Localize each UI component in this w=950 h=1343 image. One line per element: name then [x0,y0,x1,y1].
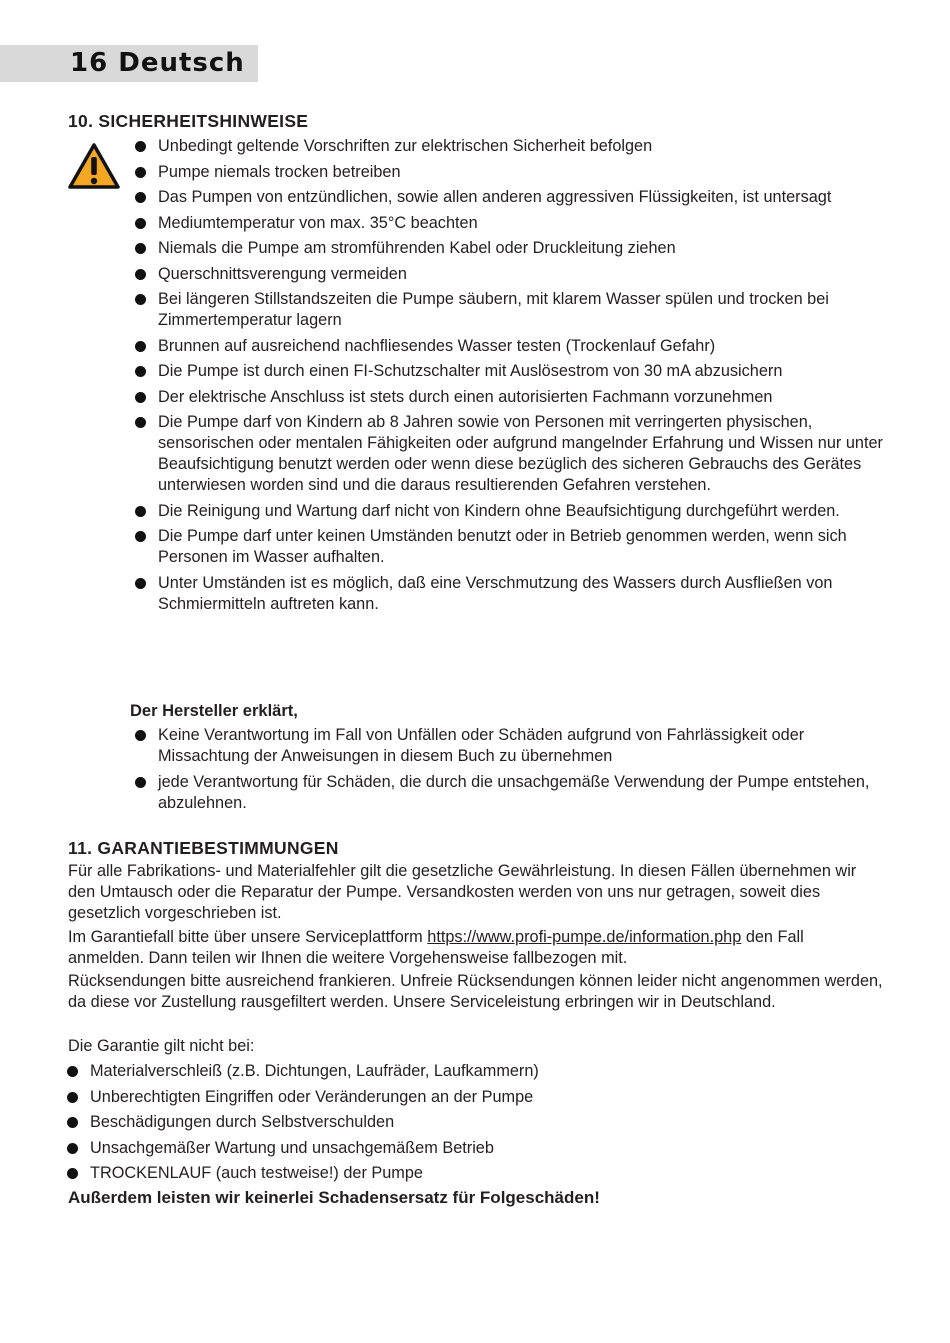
safety-item-text: Querschnittsverengung vermeiden [158,264,407,283]
safety-item [130,289,890,331]
bullet-icon [135,167,146,178]
bullet-icon [135,366,146,377]
bullet-icon [135,392,146,403]
exclusion-item-text: Unsachgemäßer Wartung und unsachgemäßem Betrieb [90,1138,494,1157]
manufacturer-item [130,772,870,814]
safety-item-text: Unbedingt geltende Vorschriften zur elektrischen Sicherheit befolgen [158,137,653,155]
safety-item [130,412,890,496]
safety-item-text: Unter Umständen ist es möglich, daß eine Verschmutzung des Wassers durch Ausfließen von Schmiermitteln auftreten kann. [158,573,833,613]
safety-item-text: Brunnen auf ausreichend nachfliesendes Wasser testen (Trockenlauf Gefahr) [158,336,716,355]
safety-list [130,136,890,619]
safety-item [130,264,890,285]
manufacturer-list [130,725,870,818]
bullet-icon [135,578,146,589]
bullet-icon [135,506,146,517]
exclusion-item [62,1138,862,1159]
safety-item [130,501,890,522]
exclusion-item-text: Beschädigungen durch Selbstverschulden [90,1113,395,1131]
safety-item-text: Die Pumpe darf unter keinen Umständen benutzt oder in Betrieb genommen werden, wenn sich Personen im Wasser aufhalten. [158,527,847,566]
safety-item [130,238,890,259]
manufacturer-item-text: jede Verantwortung für Schäden, die durch die unsachgemäße Verwendung der Pumpe entstehen, abzulehnen. [158,772,870,812]
bullet-icon [135,192,146,203]
bullet-icon [135,141,146,152]
exclusion-item [62,1163,862,1184]
bullet-icon [135,294,146,305]
final-note: Außerdem leisten wir keinerlei Schadensersatz für Folgeschäden! [68,1188,600,1207]
service-platform-link[interactable]: https://www.profi-pumpe.de/information.php [427,928,742,946]
exclusion-item-text: TROCKENLAUF (auch testweise!) der Pumpe [90,1164,423,1182]
safety-item-text: Bei längeren Stillstandszeiten die Pumpe säubern, mit klarem Wasser spülen und trocken bei Zimmertemperatur lagern [158,290,829,329]
exclusion-item [62,1087,862,1108]
exclusion-item [62,1112,862,1133]
bullet-icon [135,777,146,788]
bullet-icon [135,417,146,428]
exclusion-item-text: Materialverschleiß (z.B. Dichtungen, Laufräder, Laufkammern) [90,1062,539,1080]
manufacturer-heading: Der Hersteller erklärt, [130,702,298,720]
manufacturer-item-text: Keine Verantwortung im Fall von Unfällen oder Schäden aufgrund von Fahrlässigkeit oder Missachtung der Anweisungen in diesem Buch zu übernehmen [158,726,805,765]
safety-item [130,387,890,408]
bullet-icon [67,1066,78,1077]
safety-item [130,136,890,157]
section-11-title: 11. GARANTIEBESTIMMUNGEN [68,838,339,858]
safety-item [130,162,890,183]
safety-item-text: Pumpe niemals trocken betreiben [158,162,401,181]
bullet-icon [135,243,146,254]
exclusions-list [62,1061,862,1189]
exclusion-item-text: Unberechtigten Eingriffen oder Veränderungen an der Pumpe [90,1087,534,1106]
safety-item-text: Mediumtemperatur von max. 35°C beachten [158,213,478,232]
warranty-paragraph-2 [68,927,883,969]
warranty-paragraph-1: Für alle Fabrikations- und Materialfehler gilt die gesetzliche Gewährleistung. In diesen Fällen übernehmen wir den Umtausch oder die Reparatur der Pumpe. Versandkosten werden von uns nur getragen, soweit dies gesetzlich vorgeschrieben ist. [68,862,857,922]
safety-item-text: Die Pumpe ist durch einen FI-Schutzschalter mit Auslösestrom von 30 mA abzusichern [158,362,783,380]
warranty-paragraph-2-text-b: den Fall anmelden. Dann teilen wir Ihnen die weitere Vorgehensweise fallbezogen mit. [68,928,804,967]
bullet-icon [135,341,146,352]
safety-item [130,213,890,234]
safety-item-text: Das Pumpen von entzündlichen, sowie allen anderen aggressiven Flüssigkeiten, ist untersagt [158,188,832,206]
bullet-icon [135,269,146,280]
exclusion-item [62,1061,862,1082]
safety-item-text: Niemals die Pumpe am stromführenden Kabel oder Druckleitung ziehen [158,239,676,257]
page-header-title: 16 Deutsch [70,48,245,78]
safety-item [130,336,890,357]
safety-item [130,361,890,382]
safety-item-text: Die Reinigung und Wartung darf nicht von Kindern ohne Beaufsichtigung durchgeführt werden. [158,501,840,520]
safety-item [130,526,890,568]
bullet-icon [135,531,146,542]
safety-item [130,187,890,208]
warranty-paragraph-3: Rücksendungen bitte ausreichend frankieren. Unfreie Rücksendungen können leider nicht angenommen werden, da diese vor Zustellung rausgefiltert werden. Unsere Serviceleistung erbringen wir in Deutschland. [68,972,883,1011]
bullet-icon [67,1168,78,1179]
section-10-title: 10. SICHERHEITSHINWEISE [68,111,309,131]
safety-item-text: Die Pumpe darf von Kindern ab 8 Jahren sowie von Personen mit verringerten physischen, sensorischen oder mentalen Fähigkeiten oder aufgrund mangelnder Erfahrung und Wissen nur unter Beaufsichtigung benutzt werden oder wenn diese bezüglich des sicheren Gebrauchs des Gerätes unterwiesen worden sind und die daraus resultierenden Gefahren verstehen. [158,413,883,494]
manufacturer-item [130,725,870,767]
bullet-icon [67,1143,78,1154]
bullet-icon [135,730,146,741]
bullet-icon [135,218,146,229]
bullet-icon [67,1092,78,1103]
exclusions-intro: Die Garantie gilt nicht bei: [68,1037,255,1055]
safety-item [130,573,890,615]
safety-item-text: Der elektrische Anschluss ist stets durch einen autorisierten Fachmann vorzunehmen [158,387,773,406]
bullet-icon [67,1117,78,1128]
warranty-paragraph-2-text-a: Im Garantiefall bitte über unsere Serviceplattform [68,928,428,946]
warning-triangle-icon [68,142,120,190]
